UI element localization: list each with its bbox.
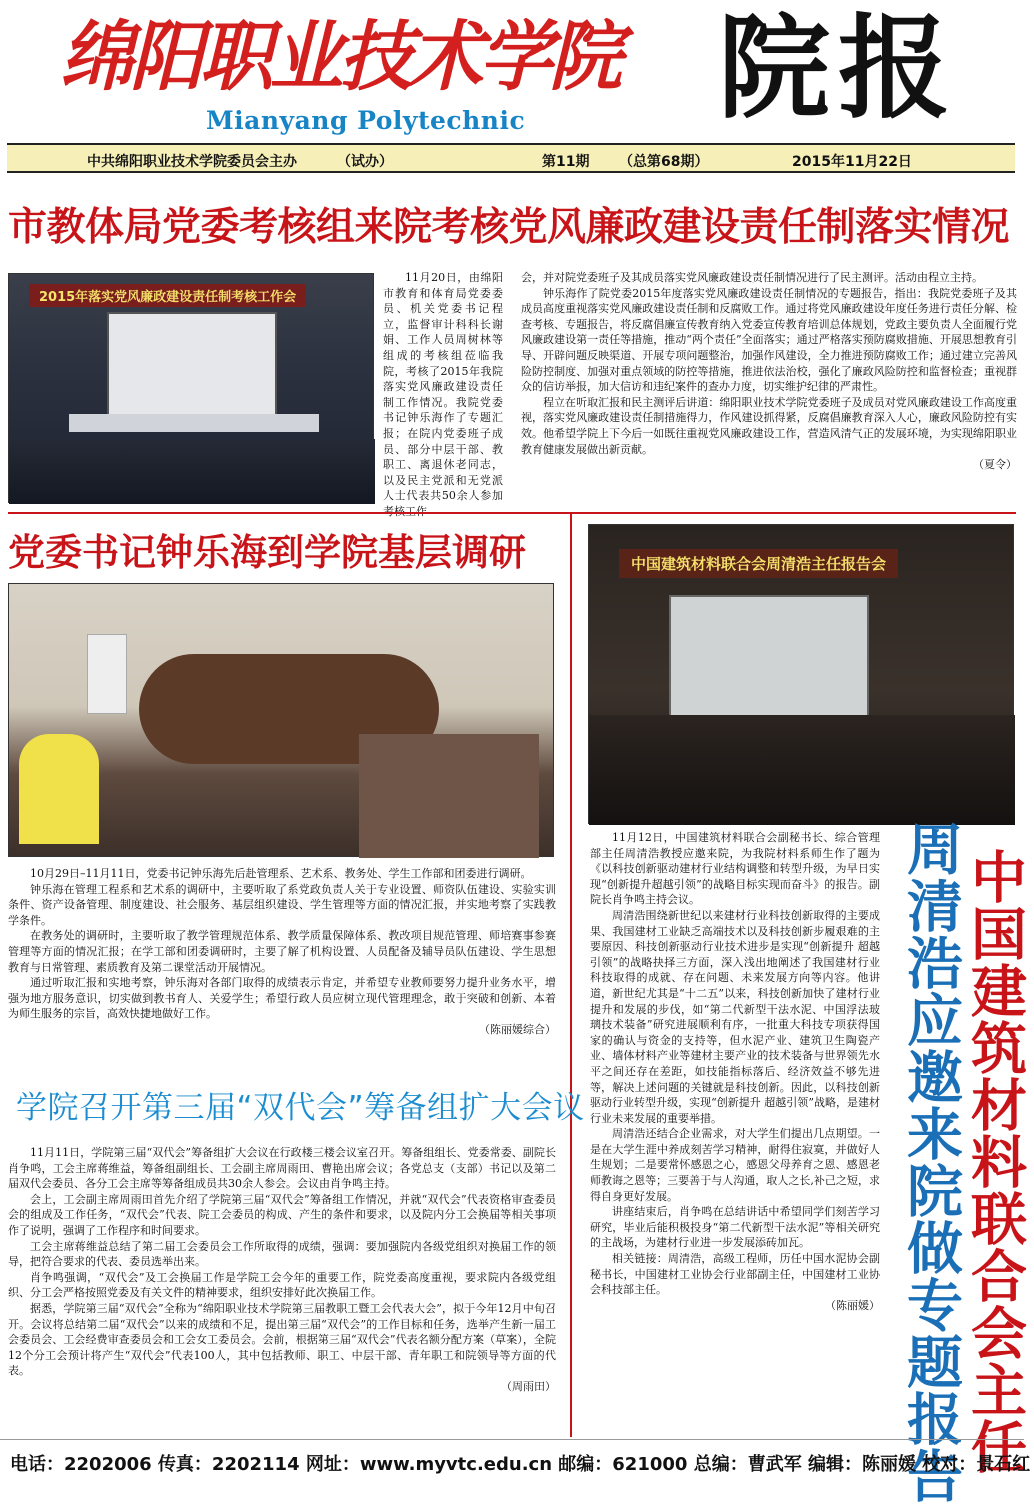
article2-p1: 10月29日–11月11日，党委书记钟乐海先后赴管理系、艺术系、教务处、学生工作部和团委进行调研。 xyxy=(30,867,532,880)
article4-p2: 周清浩围绕新世纪以来建材行业科技创新取得的主要成果、我国建材工业缺乏高端技术以及科技创新步履艰难的主要原因、科技创新驱动行业技术进步是实现“创新提升 超越引领”的战略抉择三方面，深入浅出地阐述了我国建材行业科技取得的成就、存在问题、未来发展方向等内容。他讲道，新世纪尤其是“十二五”以来，科技创新加快了建材行业提升和发展的步伐，如“第二代新型干法水泥、中国浮法玻璃技术装备”研究进展顺利有序，一批重大科技专项获得国家的确认与资金的支持等，但水泥产业、建筑卫生陶瓷产业、墙体材料产业等建材主要产业的技术装备与世界领先水平之间还存在差距，如技能指标落后、经济效益不够先进等，解决上述问题的关键就是科技创新。因此，以科技创新驱动行业转型升级，实现“创新提升 超越引领”战略，是建材行业未来发展的重要举措。 xyxy=(590,908,880,1125)
projector-screen xyxy=(107,312,277,420)
article3-author: （周雨田） xyxy=(501,1379,556,1393)
audience xyxy=(589,715,1015,825)
article1-col2-p3: 程立在听取汇报和民主测评后讲道：绵阳职业技术学院党委班子及成员对党风廉政建设工作高度重视，落实党风廉政建设责任制措施得力，作风建设抓得紧，反腐倡廉教育深入人心，廉政风险防控有实效。他希望学院上下今后一如既往重视党风廉政建设工作，营造风清气正的发展环境，为实现绵阳职业教育健康发展做出新贡献。 xyxy=(521,395,1017,456)
trial-text: （试办） xyxy=(337,154,393,170)
article4-photo xyxy=(588,524,1014,824)
article2-photo xyxy=(8,583,554,857)
article4-body xyxy=(590,830,880,1437)
article4-headline-blue: 周清浩应邀来院做专题报告 xyxy=(898,820,963,1504)
article1-column2 xyxy=(521,270,1017,506)
article4-p1: 11月12日，中国建筑材料联合会副秘书长、综合管理部主任周清浩教授应邀来院，为我院材料系师生作了题为《以科技创新驱动建材行业结构调整和转型升级，为早日实现“创新提升超越引领”的战略目标实现而奋斗》的报告。副院长肖争鸣主持会议。 xyxy=(590,831,880,907)
issue-date: 2015年11月22日 xyxy=(792,154,912,170)
article1-author: （夏令） xyxy=(973,458,1017,472)
sponsor-text: 中共绵阳职业技术学院委员会主办 xyxy=(87,154,297,170)
newspaper-logo-calligraphy: 绵阳职业技术学院 xyxy=(60,12,619,101)
projector-screen xyxy=(669,595,869,725)
article1-col1-text: 11月20日，由绵阳市教育和体育局党委委员、机关党委书记程立，监督审计科科长谢娟、工作人员周树林等组成的考核组莅临我院，考核了2015年我院落实党风廉政建设责任制工作情况。我院党委书记钟乐海作了专题汇报；在院内党委班子成员、部分中层干部、教职工、离退休老同志，以及民主党派和无党派人士代表共50余人参加 xyxy=(383,271,503,503)
article3-p4: 肖争鸣强调，“双代会”及工会换届工作是学院工会今年的重要工作，院党委高度重视，要求院内各级党组织、分工会严格按照党委及有关文件的精神要求，组织安排好此次换届工作。 xyxy=(8,1270,556,1300)
rostrum-table xyxy=(69,414,319,432)
article1-col2-p2: 钟乐海作了院党委2015年度落实党风廉政建设责任制情况的专题报告，指出：我院党委班子及其成员高度重视落实党风廉政建设责任制和反腐败工作。通过将党风廉政建设年度任务进行责任分解、检查考核、专题报告，将反腐倡廉宣传教育纳入党委宣传教育培训总体规划，党政主要负责人全面履行党风廉政建设第一责任等措施，推动“两个责任”全面落实；通过严格落实预防腐败措施、开展思想教育引导、开辟问题反映渠道、开展专项问题整治，加强作风建设，全力推进预防腐败工作；通过建立完善风险防控制度、加强对重点领域的防控等措施，推进依法治校，强化了廉政风险防控和监督检查；重视群众的信访举报，加大信访和违纪案件的查办力度，切实维护纪律的严肃性。 xyxy=(521,286,1017,394)
person-yellow-coat xyxy=(19,734,99,844)
paper-title: 院报 xyxy=(718,4,958,134)
issue-info-bar xyxy=(7,143,1015,173)
people-right xyxy=(359,734,539,858)
english-name: Mianyang Polytechnic xyxy=(206,106,526,135)
article2-body xyxy=(8,866,556,1056)
article4-p5: 相关链接：周清浩，高级工程师，历任中国水泥协会副秘书长，中国建材工业协会行业部副主任，中国建材工业协会科技部主任。 xyxy=(590,1252,880,1297)
article3-p3: 工会主席蒋维益总结了第二届工会委员会工作所取得的成绩，强调：要加强院内各级党组织对换届工作的领导，把符合要求的代表、委员选举出来。 xyxy=(8,1239,556,1269)
section-divider-horizontal xyxy=(8,512,1016,514)
issue-number: 第11期 xyxy=(542,154,590,170)
article1-photo xyxy=(8,273,374,503)
article3-p2: 会上，工会副主席周雨田首先介绍了学院第三届“双代会”筹备组工作情况，并就“双代会”代表资格审查委员会的组成及工作任务，“双代会”代表、院工会委员的构成、产生的条件和要求，以及院内分工会换届等相关事项作了说明，强调了工作程序和时间要求。 xyxy=(8,1192,556,1237)
audience xyxy=(9,439,375,504)
article4-photo-banner: 中国建筑材料联合会周清浩主任报告会 xyxy=(619,549,898,578)
article3-p5: 据悉，学院第三届“双代会”全称为“绵阳职业技术学院第三届教职工暨工会代表大会”，拟于今年12月中旬召开。会议将总结第二届“双代会”以来的成绩和不足，提出第三届“双代会”的工作目标和任务，选举产生新一届工会委员会、工会经费审查委员会和工会女工委员会。会前，根据第三届“双代会”代表名额分配方案（草案），全院12个分工会预计将产生“双代会”代表100人，其中包括教师、职工、中层干部、青年职工和院领导等方面的代表。 xyxy=(8,1301,556,1378)
contact-footer: 电话：2202006 传真：2202114 网址：www.myvtc.edu.cn 邮编：621000 总编：曹武军 编辑：陈丽媛 校对：景石红 xyxy=(0,1439,1024,1475)
article2-p3: 在教务处的调研时，主要听取了教学管理规范体系、教学质量保障体系、教改项目规范管理、师培赛事参赛管理等方面的情况汇报；在学工部和团委调研时，主要了解了机构设置、人员配备及辅导员队伍建设、学生思想教育与日常管理、素质教育及第二课堂活动开展情况。 xyxy=(8,929,556,974)
article3-p1: 11月11日，学院第三届“双代会”筹备组扩大会议在行政楼三楼会议室召开。筹备组组长、党委常委、副院长肖争鸣，工会主席蒋维益，筹备组副组长、工会副主席周雨田、曹艳出席会议；各党总支（支部）书记以及第二届双代会委员、各分工会主席等筹备组成员共30余人参会。会议由肖争鸣主持。 xyxy=(8,1146,556,1191)
article1-photo-banner: 2015年落实党风廉政建设责任制考核工作会 xyxy=(29,284,306,307)
column-divider-vertical xyxy=(570,512,572,1437)
article3-body xyxy=(8,1145,556,1437)
article4-p3: 周清浩还结合企业需求，对大学生们提出几点期望。一是在大学生涯中养成刻苦学习精神，耐得住寂寞，并做好人生规划；二是要常怀感恩之心，感恩父母养育之恩、感恩老师教诲之恩等；三要善于与人沟通，取人之长,补己之短，求得自身更好发展。 xyxy=(590,1127,880,1203)
air-conditioner xyxy=(87,634,127,714)
article1-column1 xyxy=(383,270,503,506)
article2-p2: 钟乐海在管理工程系和艺术系的调研中，主要听取了系党政负责人关于专业设置、师资队伍建设、实验实训条件、资产设备管理、制度建设、社会服务、基层组织建设、学生管理等方面的情况汇报，并实地考察了实践教学条件。 xyxy=(8,882,556,927)
article1-headline: 市教体局党委考核组来院考核党风廉政建设责任制落实情况 xyxy=(8,204,1010,250)
article2-author: （陈丽媛综合） xyxy=(479,1022,556,1036)
article2-headline: 党委书记钟乐海到学院基层调研 xyxy=(8,530,526,574)
article1-col2-p1: 会，并对院党委班子及其成员落实党风廉政建设责任制情况进行了民主测评。活动由程立主持。 xyxy=(521,271,983,284)
article4-author: （陈丽媛） xyxy=(825,1298,880,1312)
article4-headline-red: 中国建筑材料联合会主任 xyxy=(962,848,1027,1475)
article4-p4: 讲座结束后，肖争鸣在总结讲话中希望同学们刻苦学习研究，毕业后能积极投身“第二代新型干法水泥”等相关研究的主战场，为建材行业进一步发展添砖加瓦。 xyxy=(590,1205,880,1250)
article3-headline: 学院召开第三届“双代会”筹备组扩大会议 xyxy=(16,1090,585,1126)
article2-p4: 通过听取汇报和实地考察，钟乐海对各部门取得的成绩表示肯定，并希望专业教师要努力提升业务水平，增强为地方服务意识，切实做到教书育人、关爱学生；希望行政人员应树立现代管理理念，敢于突破和创新、本着为师生服务的宗旨，高效快捷地做好工作。 xyxy=(8,976,556,1021)
total-issue-number: （总第68期） xyxy=(619,154,709,170)
